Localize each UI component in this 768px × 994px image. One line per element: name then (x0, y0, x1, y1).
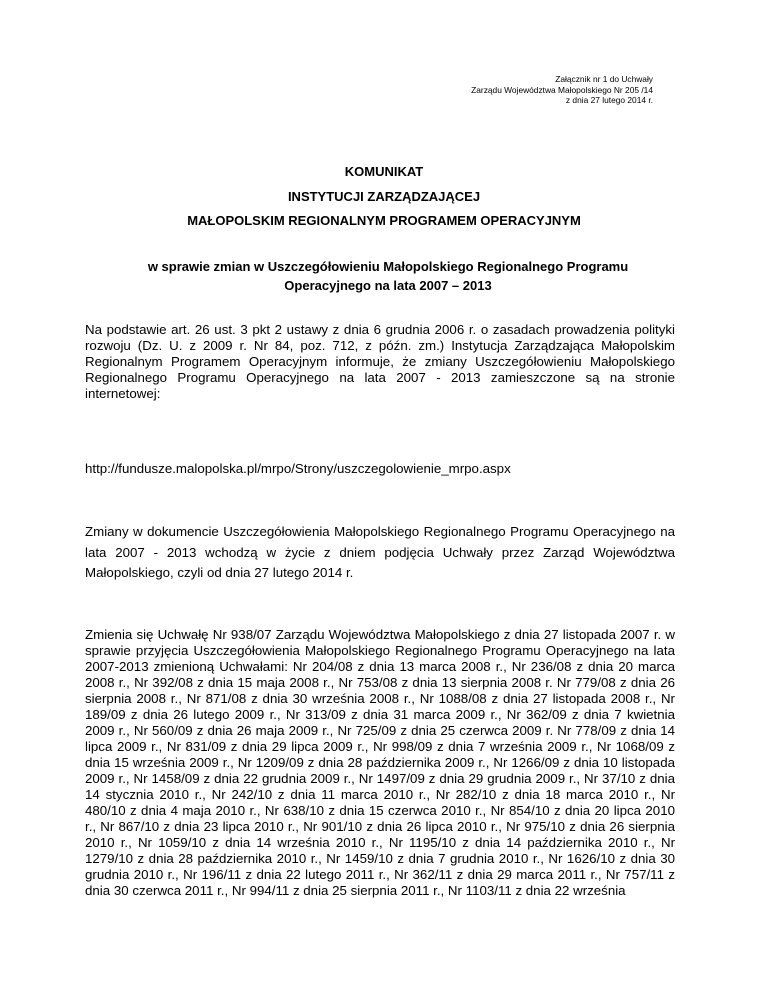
subject-line-1: w sprawie zmian w Uszczegółowieniu Małopolskiego Regionalnego Programu (147, 259, 629, 274)
title-line-2: INSTYTUCJI ZARZĄDZAJĄCEJ (287, 189, 481, 204)
document-subject (108, 257, 668, 295)
title-line-3: MAŁOPOLSKIM REGIONALNYM PROGRAMEM OPERACYJNYM (187, 213, 581, 228)
amendments-paragraph: Zmienia się Uchwałę Nr 938/07 Zarządu Województwa Małopolskiego z dnia 27 listopada 2007 r. w sprawie przyjęcia Uszczegółowienia Małopolskiego Regionalnego Programu Operacyjnego na lata 2007-2013 zmienioną Uchwałami: Nr 204/08 z dnia 13 marca 2008 r., Nr 236/08 z dnia 20 marca 2008 r., Nr 392/08 z dnia 15 maja 2008 r., Nr 753/08 z dnia 13 sierpnia 2008 r. Nr 779/08 z dnia 26 sierpnia 2008 r., Nr 871/08 z dnia 30 września 2008 r., Nr 1088/08 z dnia 27 listopada 2008 r., Nr 189/09 z dnia 26 lutego 2009 r., Nr 313/09 z dnia 31 marca 2009 r., Nr 362/09 z dnia 7 kwietnia 2009 r., Nr 560/09 z dnia 26 maja 2009 r., Nr 725/09 z dnia 25 czerwca 2009 r. Nr 778/09 z dnia 14 lipca 2009 r., Nr 831/09 z dnia 29 lipca 2009 r., Nr 998/09 z dnia 7 września 2009 r., Nr 1068/09 z dnia 15 września 2009 r., Nr 1209/09 z dnia 28 października 2009 r., Nr 1266/09 z dnia 10 listopada 2009 r., Nr 1458/09 z dnia 22 grudnia 2009 r., Nr 1497/09 z dnia 29 grudnia 2009 r., Nr 37/10 z dnia 14 stycznia 2010 r., Nr 242/10 z dnia 11 marca 2010 r., Nr 282/10 z dnia 18 marca 2010 r., Nr 480/10 z dnia 4 maja 2010 r., Nr 638/10 z dnia 15 czerwca 2010 r., Nr 854/10 z dnia 20 lipca 2010 r., Nr 867/10 z dnia 23 lipca 2010 r., Nr 901/10 z dnia 26 lipca 2010 r., Nr 975/10 z dnia 26 sierpnia 2010 r., Nr 1059/10 z dnia 14 września 2010 r., Nr 1195/10 z dnia 14 października 2010 r., Nr 1279/10 z dnia 28 października 2010 r., Nr 1459/10 z dnia 7 grudnia 2010 r., Nr 1626/10 z dnia 30 grudnia 2010 r., Nr 196/11 z dnia 22 lutego 2011 r., Nr 362/11 z dnia 29 marca 2011 r., Nr 757/11 z dnia 30 czerwca 2011 r., Nr 994/11 z dnia 25 sierpnia 2011 r., Nr 1103/11 z dnia 22 września (85, 627, 675, 898)
annex-note (471, 74, 653, 106)
effective-date-paragraph: Zmiany w dokumencie Uszczegółowienia Małopolskiego Regionalnego Programu Operacyjnego na lata 2007 - 2013 wchodzą w życie z dniem podjęcia Uchwały przez Zarząd Województwa Małopolskiego, czyli od dnia 27 lutego 2014 r. (85, 524, 675, 580)
annex-line-3: z dnia 27 lutego 2014 r. (565, 95, 653, 106)
annex-line-2: Zarządu Województwa Małopolskiego Nr 205 /14 (471, 84, 653, 95)
annex-line-1: Załącznik nr 1 do Uchwały (555, 74, 653, 84)
title-line-1: KOMUNIKAT (344, 164, 424, 179)
website-link[interactable]: http://fundusze.malopolska.pl/mrpo/Strony/uszczegolowienie_mrpo.aspx (85, 461, 511, 476)
subject-line-2: Operacyjnego na lata 2007 – 2013 (284, 278, 492, 293)
intro-paragraph: Na podstawie art. 26 ust. 3 pkt 2 ustawy z dnia 6 grudnia 2006 r. o zasadach prowadzenia polityki rozwoju (Dz. U. z 2009 r. Nr 84, poz. 712, z późn. zm.) Instytucja Zarządzająca Małopolskim Regionalnym Programem Operacyjnym informuje, że zmiany Uszczegółowieniu Małopolskiego Regionalnego Programu Operacyjnego na lata 2007 - 2013 zamieszczone są na stronie internetowej: (85, 322, 675, 401)
